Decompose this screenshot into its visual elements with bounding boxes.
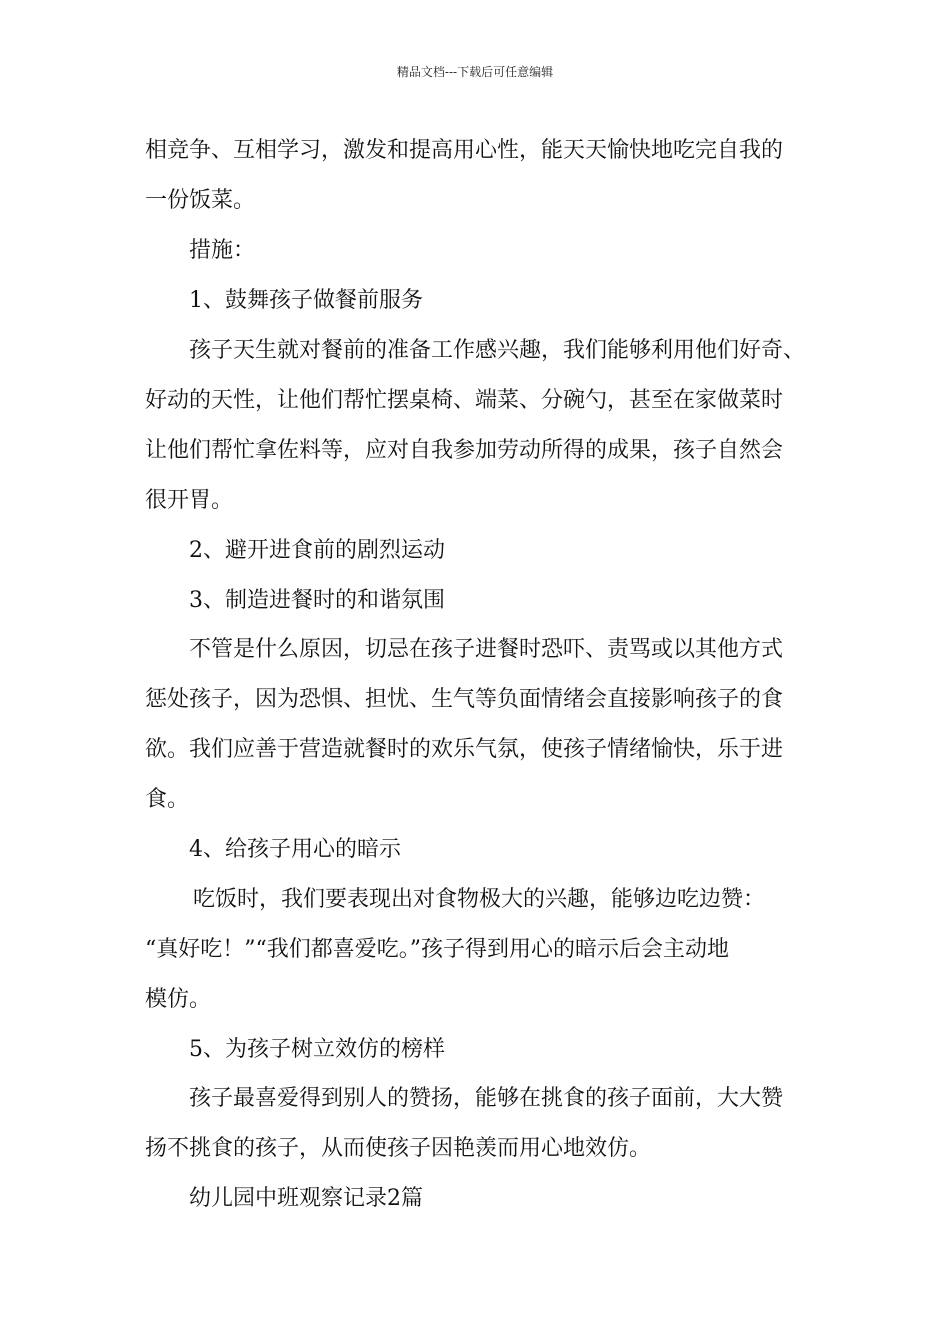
body-line: 孩子天生就对餐前的准备工作感兴趣，我们能够利用他们好奇、 [189,338,806,363]
body-line: 不管是什么原因，切忌在孩子进餐时恐吓、责骂或以其他方式 [189,637,784,662]
list-heading: 5、为孩子树立效仿的榜样 [189,1037,445,1062]
body-line: “真好吃！”“我们都喜爱吃。”孩子得到用心的暗示后会主动地 [145,937,729,962]
body-line: 扬不挑食的孩子，从而使孩子因艳羡而用心地效仿。 [145,1136,652,1161]
body-line: 食。 [145,787,190,812]
section-title: 幼儿园中班观察记录2篇 [189,1186,423,1211]
page-header: 精品文档---下载后可任意编辑 [396,65,554,79]
list-heading: 2、避开进食前的剧烈运动 [189,538,445,563]
body-line: 好动的天性，让他们帮忙摆桌椅、端菜、分碗勺，甚至在家做菜时 [145,388,784,413]
section-heading: 措施： [189,238,256,263]
list-heading: 1、鼓舞孩子做餐前服务 [189,288,423,313]
body-line: 一份饭菜。 [145,188,256,213]
body-line: 吃饭时，我们要表现出对食物极大的兴趣，能够边吃边赞： [193,887,766,912]
body-line: 孩子最喜爱得到别人的赞扬，能够在挑食的孩子面前，大大赞 [189,1086,784,1111]
body-line: 惩处孩子，因为恐惧、担忧、生气等负面情绪会直接影响孩子的食 [145,687,784,712]
body-line: 相竞争、互相学习，激发和提高用心性，能天天愉快地吃完自我的 [145,138,784,163]
list-heading: 3、制造进餐时的和谐氛围 [189,588,445,613]
body-line: 很开胃。 [145,488,234,513]
body-line: 欲。我们应善于营造就餐时的欢乐气氛，使孩子情绪愉快，乐于进 [145,737,784,762]
list-heading: 4、给孩子用心的暗示 [189,837,401,862]
body-line: 模仿。 [145,987,212,1012]
body-line: 让他们帮忙拿佐料等，应对自我参加劳动所得的成果，孩子自然会 [145,438,784,463]
